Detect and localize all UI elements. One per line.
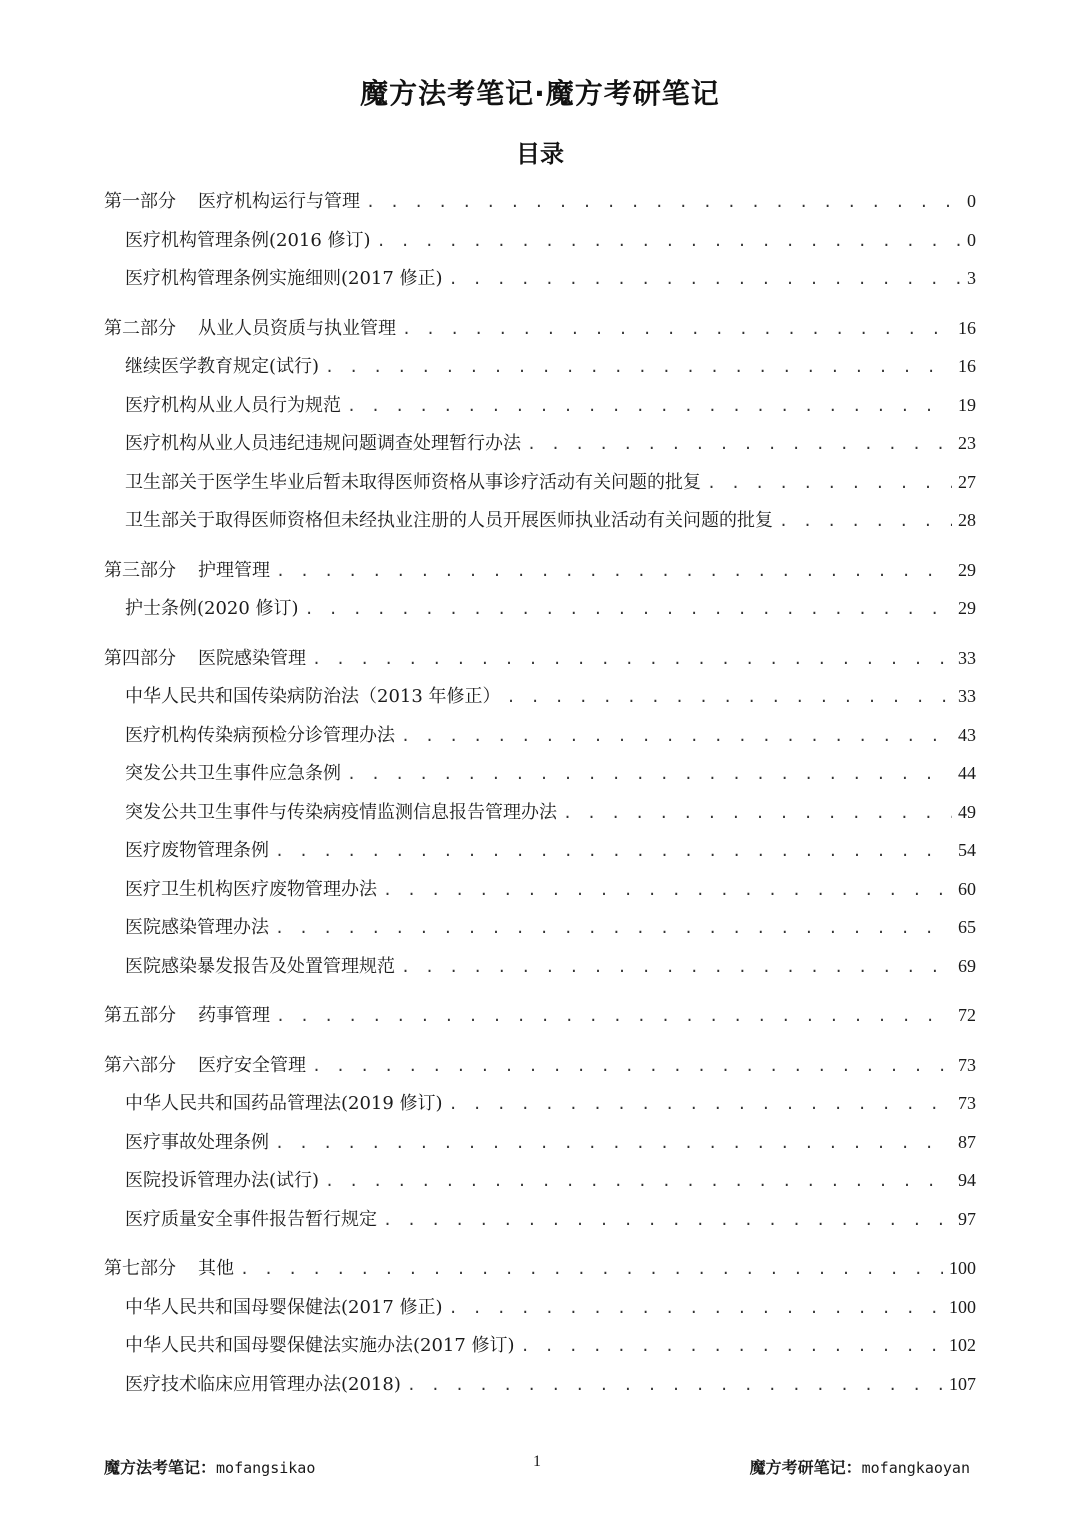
toc-entry-title xyxy=(125,502,773,540)
toc-entry-title xyxy=(125,909,269,947)
dot-leader xyxy=(347,387,952,425)
dot-leader xyxy=(449,1289,943,1327)
toc-entry-title xyxy=(104,640,306,678)
toc-item-entry[interactable] xyxy=(104,908,976,947)
toc-entry-title xyxy=(125,832,269,870)
toc-item-entry[interactable] xyxy=(104,947,976,986)
dot-leader xyxy=(527,425,952,463)
toc-part-entry[interactable] xyxy=(104,182,976,221)
toc-page-number: 97 xyxy=(958,1208,976,1229)
toc-item-entry[interactable] xyxy=(104,589,976,628)
dot-leader xyxy=(507,678,952,716)
toc-item-entry[interactable] xyxy=(104,259,976,298)
toc-page-number: 73 xyxy=(958,1054,976,1075)
toc-entry-label: 医疗事故处理条例 xyxy=(125,1131,269,1153)
dot-leader xyxy=(347,755,952,793)
dot-leader xyxy=(312,1047,952,1085)
toc-entry-title xyxy=(104,552,270,590)
toc-entry-label: 医院投诉管理办法(试行) xyxy=(125,1170,320,1191)
toc-page-number: 16 xyxy=(958,356,976,376)
toc-part-number: 第五部分 xyxy=(104,1005,176,1026)
toc-page-number: 69 xyxy=(958,955,976,976)
toc-entry-title xyxy=(125,1289,443,1327)
toc-entry-title xyxy=(104,1250,234,1288)
toc-heading: 目录 xyxy=(516,140,564,168)
toc-item-entry[interactable] xyxy=(104,347,976,386)
toc-page-number: 54 xyxy=(958,840,976,860)
toc-entry-label: 突发公共卫生事件应急条例 xyxy=(125,763,341,784)
toc-entry-label: 医疗废物管理条例 xyxy=(125,840,269,861)
toc-item-entry[interactable] xyxy=(104,424,976,463)
toc-part-number: 第三部分 xyxy=(104,559,176,581)
toc-page-number: 33 xyxy=(958,647,976,668)
toc-page-number: 102 xyxy=(949,1335,976,1355)
toc-entry-title xyxy=(125,794,557,832)
toc-entry-title xyxy=(125,678,501,716)
toc-page-number: 33 xyxy=(958,686,976,706)
toc-entry-label: 中华人民共和国母婴保健法(2017 修正) xyxy=(125,1296,443,1318)
toc-page-number: 87 xyxy=(958,1131,976,1152)
toc-page-number: 107 xyxy=(949,1373,976,1394)
dot-leader xyxy=(275,1124,952,1162)
toc-item-entry[interactable] xyxy=(104,1365,976,1404)
toc-page-number: 44 xyxy=(958,763,976,783)
toc-entry-title xyxy=(125,1201,377,1239)
dot-leader xyxy=(276,552,952,590)
dot-leader xyxy=(305,590,952,628)
toc-page-number: 72 xyxy=(958,1005,976,1025)
toc-page-number: 29 xyxy=(958,598,976,618)
toc-entry-title xyxy=(125,948,395,986)
toc-entry-label: 卫生部关于取得医师资格但未经执业注册的人员开展医师执业活动有关问题的批复 xyxy=(125,510,773,531)
dot-leader xyxy=(312,640,952,678)
toc-item-entry[interactable] xyxy=(104,221,976,260)
toc-page-number: 0 xyxy=(967,229,976,250)
toc-item-entry[interactable] xyxy=(104,1288,976,1327)
footer-right-label: 魔方考研笔记： xyxy=(749,1458,862,1477)
toc-page-number: 100 xyxy=(949,1258,976,1278)
toc-entry-title xyxy=(104,310,396,348)
dot-leader xyxy=(407,1366,943,1404)
toc-entry-title xyxy=(125,464,701,502)
toc-entry-label: 医疗机构管理条例实施细则(2017 修正) xyxy=(125,268,443,289)
toc-entry-label: 医疗机构管理条例(2016 修订) xyxy=(125,229,371,251)
dot-leader xyxy=(779,502,952,540)
dot-leader xyxy=(325,348,952,386)
toc-entry-label: 突发公共卫生事件与传染病疫情监测信息报告管理办法 xyxy=(125,801,557,823)
toc-entry-label: 中华人民共和国传染病防治法（2013 年修正） xyxy=(125,686,501,707)
toc-entry-label: 医院感染管理办法 xyxy=(125,917,269,938)
toc-page-number: 16 xyxy=(958,317,976,338)
toc-entry-title xyxy=(104,1047,306,1085)
dot-leader xyxy=(449,1085,952,1123)
dot-leader xyxy=(383,871,952,909)
dot-leader xyxy=(563,794,952,832)
toc-item-entry[interactable] xyxy=(104,1084,976,1123)
dot-leader xyxy=(240,1250,943,1288)
footer-left-handle: mofangsikao xyxy=(216,1459,316,1477)
toc-page-number: 0 xyxy=(967,191,976,211)
toc-entry-label: 医疗机构从业人员行为规范 xyxy=(125,394,341,416)
toc-entry-title xyxy=(125,1085,443,1123)
toc-part-entry[interactable] xyxy=(104,1249,976,1288)
dot-leader xyxy=(449,260,961,298)
toc-item-entry[interactable] xyxy=(104,870,976,909)
toc-part-entry[interactable] xyxy=(104,996,976,1035)
toc-entry-title xyxy=(125,222,371,260)
toc-part-number: 第六部分 xyxy=(104,1054,176,1076)
page-title: 魔方法考笔记·魔方考研笔记 xyxy=(360,77,720,110)
toc-page-number: 28 xyxy=(958,510,976,530)
toc-page-number: 19 xyxy=(958,394,976,415)
toc-entry-title xyxy=(125,871,377,909)
dot-leader xyxy=(521,1327,943,1365)
toc-entry-label: 护理管理 xyxy=(198,559,270,581)
dot-leader xyxy=(325,1162,952,1200)
toc-entry-label: 护士条例(2020 修订) xyxy=(125,598,299,619)
toc-item-entry[interactable] xyxy=(104,386,976,425)
toc-entry-label: 从业人员资质与执业管理 xyxy=(198,317,396,339)
toc-entry-title xyxy=(125,1327,515,1365)
toc-entry-label: 医院感染暴发报告及处置管理规范 xyxy=(125,955,395,977)
toc-entry-label: 医疗机构传染病预检分诊管理办法 xyxy=(125,724,395,746)
toc-page-number: 65 xyxy=(958,917,976,937)
dot-leader xyxy=(276,997,952,1035)
toc-part-entry[interactable] xyxy=(104,309,976,348)
toc-entry-title xyxy=(125,755,341,793)
dot-leader xyxy=(401,948,952,986)
toc-item-entry[interactable] xyxy=(104,501,976,540)
toc-item-entry[interactable] xyxy=(104,754,976,793)
toc-item-entry[interactable] xyxy=(104,463,976,502)
toc-item-entry[interactable] xyxy=(104,793,976,832)
toc-entry-title xyxy=(125,387,341,425)
toc-item-entry[interactable] xyxy=(104,1326,976,1365)
toc-part-entry[interactable] xyxy=(104,639,976,678)
toc-entry-title xyxy=(125,590,299,628)
page-footer xyxy=(104,1455,970,1479)
toc-page-number: 3 xyxy=(967,268,976,288)
footer-right xyxy=(750,1455,970,1478)
toc-item-entry[interactable] xyxy=(104,716,976,755)
toc-page-number: 43 xyxy=(958,724,976,745)
toc-item-entry[interactable] xyxy=(104,677,976,716)
toc-entry-label: 药事管理 xyxy=(198,1005,270,1026)
toc-entry-label: 中华人民共和国药品管理法(2019 修订) xyxy=(125,1093,443,1114)
toc-entry-label: 医院感染管理 xyxy=(198,647,306,669)
toc-page-number: 23 xyxy=(958,433,976,453)
toc-part-entry[interactable] xyxy=(104,1046,976,1085)
toc-entry-label: 医疗卫生机构医疗废物管理办法 xyxy=(125,878,377,900)
toc-entry-title xyxy=(125,1162,319,1200)
table-of-contents xyxy=(104,182,976,1403)
toc-page-number: 73 xyxy=(958,1093,976,1113)
toc-item-entry[interactable] xyxy=(104,1123,976,1162)
toc-part-number: 第一部分 xyxy=(104,191,176,212)
toc-entry-label: 医疗质量安全事件报告暂行规定 xyxy=(125,1208,377,1230)
toc-entry-title xyxy=(125,717,395,755)
toc-entry-title xyxy=(104,997,270,1035)
toc-page-number: 94 xyxy=(958,1170,976,1190)
dot-leader xyxy=(401,717,952,755)
toc-part-number: 第四部分 xyxy=(104,647,176,669)
toc-page-number: 100 xyxy=(949,1296,976,1317)
toc-page-number: 29 xyxy=(958,559,976,580)
toc-entry-label: 卫生部关于医学生毕业后暂未取得医师资格从事诊疗活动有关问题的批复 xyxy=(125,471,701,493)
toc-page-number: 49 xyxy=(958,801,976,822)
toc-entry-label: 医疗技术临床应用管理办法(2018) xyxy=(125,1373,401,1395)
toc-entry-title xyxy=(125,1366,401,1404)
toc-item-entry[interactable] xyxy=(104,831,976,870)
toc-entry-label: 继续医学教育规定(试行) xyxy=(125,356,320,377)
dot-leader xyxy=(707,464,952,502)
toc-entry-label: 其他 xyxy=(198,1258,234,1279)
toc-entry-label: 医疗机构从业人员违纪违规问题调查处理暂行办法 xyxy=(125,433,521,454)
dot-leader xyxy=(402,310,952,348)
toc-item-entry[interactable] xyxy=(104,1161,976,1200)
toc-part-entry[interactable] xyxy=(104,551,976,590)
toc-entry-title xyxy=(125,260,443,298)
toc-entry-title xyxy=(104,183,360,221)
page-number: 1 xyxy=(533,1453,541,1470)
toc-page-number: 27 xyxy=(958,471,976,492)
toc-entry-title xyxy=(125,1124,269,1162)
toc-part-number: 第二部分 xyxy=(104,317,176,339)
dot-leader xyxy=(383,1201,952,1239)
toc-entry-title xyxy=(125,348,319,386)
toc-item-entry[interactable] xyxy=(104,1200,976,1239)
dot-leader xyxy=(275,909,952,947)
toc-part-number: 第七部分 xyxy=(104,1258,176,1279)
toc-entry-title xyxy=(125,425,521,463)
dot-leader xyxy=(377,222,961,260)
dot-leader xyxy=(275,832,952,870)
footer-right-handle: mofangkaoyan xyxy=(861,1459,970,1477)
dot-leader xyxy=(366,183,961,221)
toc-page-number: 60 xyxy=(958,878,976,899)
toc-entry-label: 医疗安全管理 xyxy=(198,1054,306,1076)
toc-entry-label: 医疗机构运行与管理 xyxy=(198,191,360,212)
toc-entry-label: 中华人民共和国母婴保健法实施办法(2017 修订) xyxy=(125,1335,515,1356)
footer-left-label: 魔方法考笔记： xyxy=(104,1458,217,1477)
